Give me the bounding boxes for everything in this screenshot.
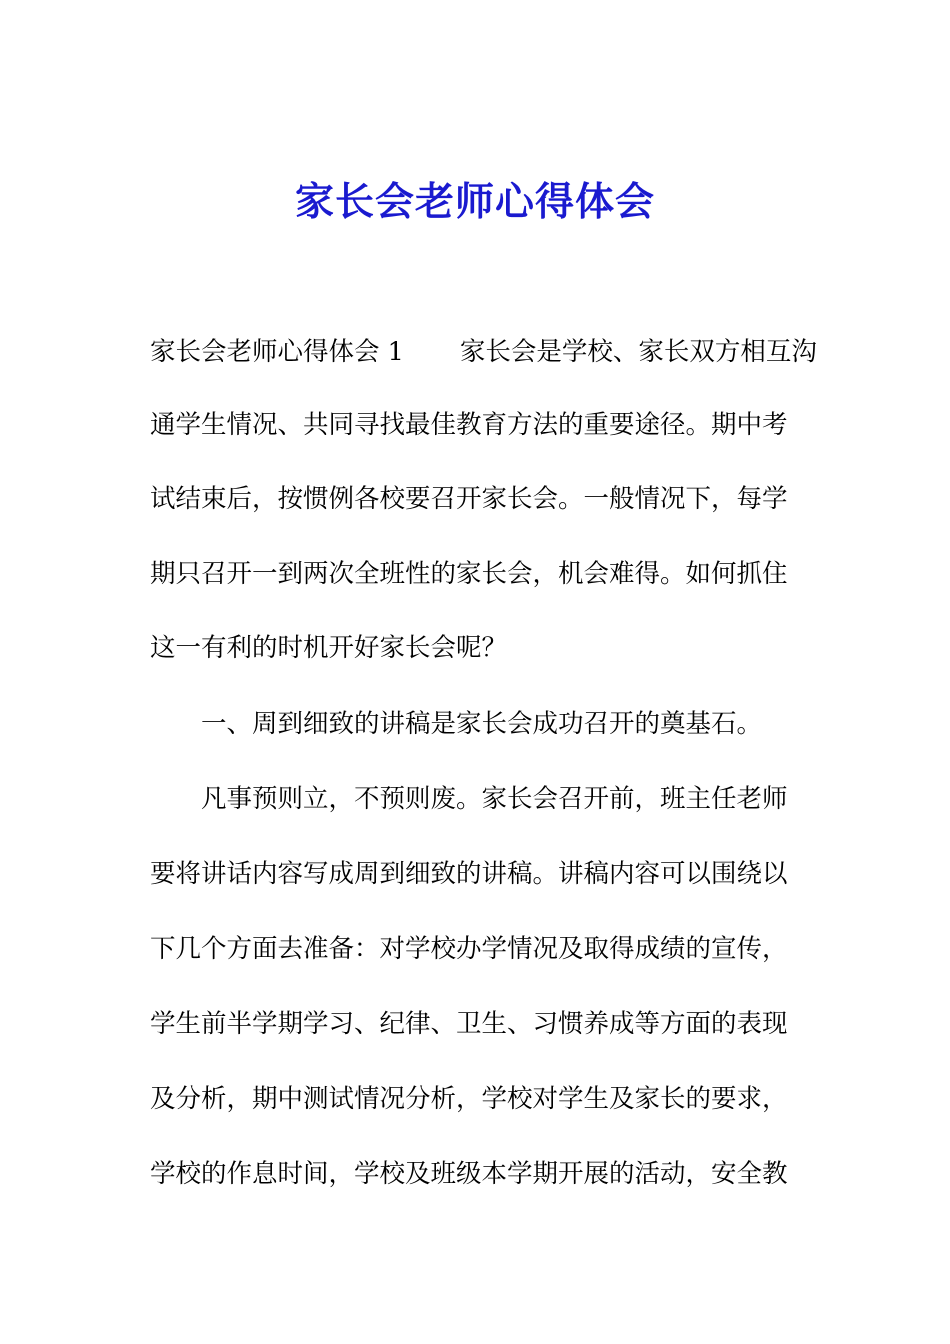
- paragraph-line: 下几个方面去准备：对学校办学情况及取得成绩的宣传，: [150, 934, 788, 964]
- paragraph-text: 家长会是学校、家长双方相互沟: [459, 337, 817, 367]
- paragraph-line: 期只召开一到两次全班性的家长会，机会难得。如何抓住: [150, 559, 788, 589]
- section-heading: 家长会老师心得体会 1: [150, 337, 404, 367]
- paragraph-line: 试结束后，按惯例各校要召开家长会。一般情况下，每学: [150, 484, 788, 514]
- paragraph-line: [150, 335, 817, 369]
- section-heading-line: 一、周到细致的讲稿是家长会成功召开的奠基石。: [201, 709, 763, 739]
- paragraph-line: 凡事预则立，不预则废。家长会召开前，班主任老师: [201, 784, 788, 814]
- paragraph-line: 学生前半学期学习、纪律、卫生、习惯养成等方面的表现: [150, 1009, 788, 1039]
- document-title: 家长会老师心得体会: [294, 179, 655, 225]
- paragraph-line: 及分析，期中测试情况分析，学校对学生及家长的要求，: [150, 1084, 788, 1114]
- paragraph-line: 通学生情况、共同寻找最佳教育方法的重要途径。期中考: [150, 410, 788, 440]
- paragraph-line: 学校的作息时间，学校及班级本学期开展的活动，安全教: [150, 1159, 788, 1189]
- paragraph-line: 要将讲话内容写成周到细致的讲稿。讲稿内容可以围绕以: [150, 859, 788, 889]
- paragraph-line: 这一有利的时机开好家长会呢？: [150, 633, 508, 663]
